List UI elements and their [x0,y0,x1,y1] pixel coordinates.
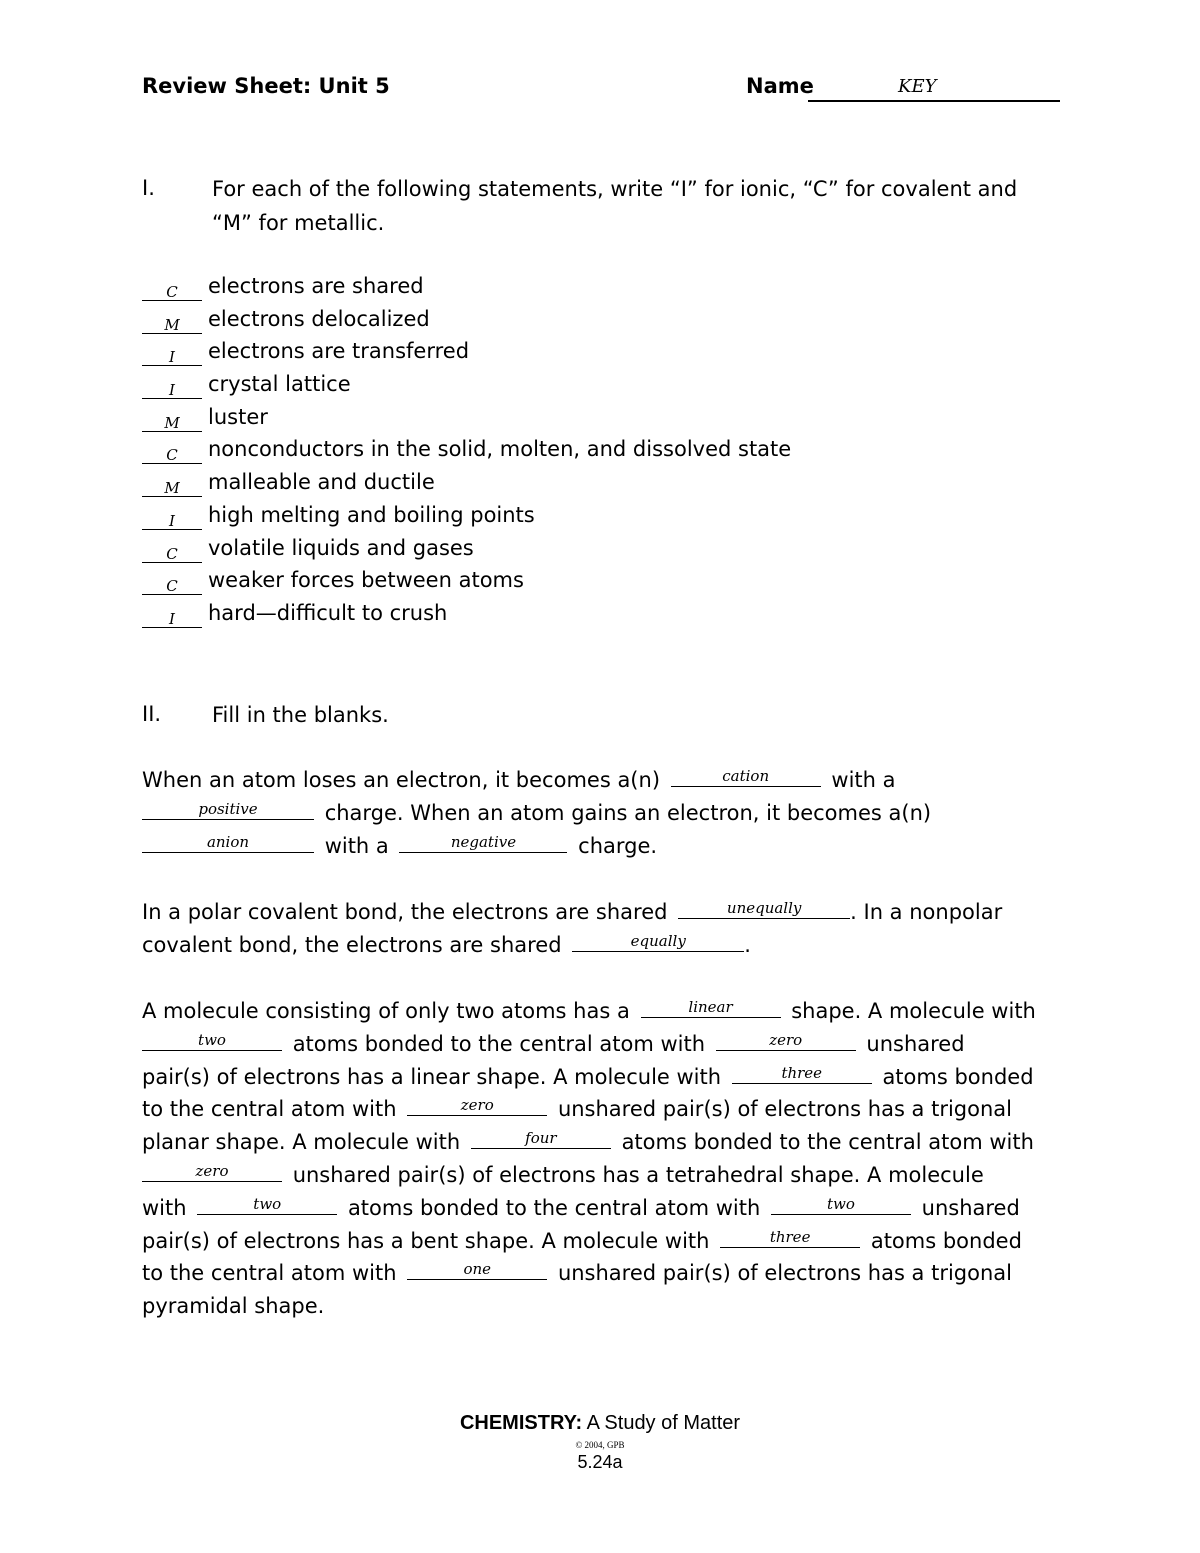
footer-title-bold: CHEMISTRY: [459,1412,583,1434]
statement-text: electrons are shared [208,274,424,298]
paragraph-molecular-shapes [142,995,1036,1323]
page-number: 5.24a [577,1452,623,1472]
text-segment: A molecule consisting of only two atoms has a [142,999,630,1023]
answer-text: two [827,1194,855,1213]
answer-text: anion [206,832,250,851]
text-segment: charge. When an atom gains an electron, it becomes a(n) [324,800,932,825]
name-field[interactable] [808,76,1060,102]
answer-text: M [164,413,180,432]
answer-blank[interactable] [142,341,202,366]
answer-text: zero [460,1096,494,1115]
answer-text: one [463,1260,492,1279]
answer-blank[interactable] [142,407,202,432]
text-segment: with a [324,833,389,858]
text-segment: . In a nonpolar [850,900,1003,924]
text-segment: atoms bonded [882,1064,1034,1089]
answer-text: two [198,1030,226,1049]
statement-text: malleable and ductile [208,470,435,495]
name-value: KEY [898,76,937,97]
text-segment: pyramidal shape. [142,1294,325,1319]
answer-blank[interactable] [142,538,202,563]
answer-blank[interactable] [771,1192,911,1215]
answer-blank[interactable] [142,374,202,399]
answer-text: C [166,446,178,465]
answer-blank[interactable] [142,309,202,334]
statement-text: hard—difficult to crush [208,600,448,625]
statement-text: volatile liquids and gases [208,535,474,560]
answer-blank[interactable] [720,1225,860,1248]
statement-text: nonconductors in the solid, molten, and dissolved state [208,437,792,462]
section2-number: II. [142,702,162,726]
text-segment: unshared [921,1195,1020,1220]
text-segment: unshared [866,1031,965,1056]
text-segment: unshared pair(s) of electrons has a tetrahedral shape. A molecule [292,1162,984,1187]
answer-blank[interactable] [142,830,314,853]
text-segment: atoms bonded [870,1228,1022,1253]
answer-text: two [253,1194,282,1213]
text-segment: atoms bonded to the central atom with [292,1031,706,1056]
answer-text: C [166,283,178,301]
text-segment: covalent bond, the electrons are shared [142,932,562,957]
text-segment: pair(s) of electrons has a bent shape. A molecule with [142,1228,710,1253]
text-segment: pair(s) of electrons has a linear shape. A molecule with [142,1064,722,1089]
answer-text: positive [198,799,258,818]
answer-blank[interactable] [142,276,202,301]
text-segment: unshared pair(s) of electrons has a trigonal [557,1261,1012,1286]
name-label: Name [746,74,814,98]
answer-text: cation [722,767,770,785]
section1-number: I. [142,176,155,200]
answer-text: C [166,577,178,596]
statement-text: high melting and boiling points [208,502,535,527]
answer-blank[interactable] [142,603,202,628]
text-segment: atoms bonded to the central atom with [621,1130,1034,1155]
answer-blank[interactable] [142,797,314,820]
statement-text: electrons delocalized [208,306,430,331]
answer-blank[interactable] [678,896,850,919]
text-segment: planar shape. A molecule with [142,1130,461,1155]
answer-blank[interactable] [399,830,567,853]
footer-title-rest: A Study of Matter [582,1412,741,1434]
paragraph-covalent [142,896,1002,962]
answer-blank[interactable] [142,505,202,530]
section1-instruction: For each of the following statements, write “I” for ionic, “C” for covalent and “M” for metallic. [212,177,1018,235]
answer-text: four [525,1129,557,1148]
answer-text: equally [630,931,686,950]
answer-blank[interactable] [641,995,781,1018]
text-segment: In a polar covalent bond, the electrons are shared [142,900,668,924]
text-segment: shape. A molecule with [791,999,1036,1023]
answer-blank[interactable] [407,1257,547,1280]
text-segment: When an atom loses an electron, it becomes a(n) [142,768,661,792]
text-segment: with [142,1195,187,1220]
answer-text: I [169,348,175,367]
text-segment: charge. [578,833,658,858]
footer-copyright: © 2004, GPB [575,1440,625,1450]
answer-blank[interactable] [407,1093,547,1116]
statement-text: luster [208,404,268,429]
answer-text: M [164,315,180,334]
statement-text: weaker forces between atoms [208,568,524,593]
answer-blank[interactable] [471,1126,611,1149]
answer-text: M [164,479,180,498]
answer-text: I [169,381,175,400]
answer-text: I [169,511,175,530]
answer-text: linear [688,998,733,1016]
footer-title [0,1412,1200,1435]
answer-text: negative [450,832,517,851]
answer-blank[interactable] [142,439,202,464]
answer-text: three [781,1063,823,1082]
answer-text: three [769,1227,811,1246]
answer-blank[interactable] [142,472,202,497]
answer-text: unequally [726,899,802,917]
answer-blank[interactable] [142,1028,282,1051]
answer-blank[interactable] [197,1192,337,1215]
answer-blank[interactable] [142,570,202,595]
answer-text: zero [769,1030,803,1049]
answer-blank[interactable] [572,929,744,952]
section2-instruction: Fill in the blanks. [212,703,389,727]
answer-blank[interactable] [716,1028,856,1051]
text-segment: to the central atom with [142,1097,397,1122]
answer-blank[interactable] [732,1061,872,1084]
answer-text: C [166,544,178,563]
answer-blank[interactable] [142,1159,282,1182]
statement-text: crystal lattice [208,372,351,397]
worksheet-title: Review Sheet: Unit 5 [142,74,390,98]
text-segment: to the central atom with [142,1261,397,1286]
paragraph-ions [142,764,931,862]
answer-text: zero [195,1161,229,1180]
text-segment: . [744,932,751,957]
statement-text: electrons are transferred [208,339,470,364]
answer-text: I [169,609,175,628]
text-segment: unshared pair(s) of electrons has a trigonal [557,1097,1012,1122]
answer-blank[interactable] [671,764,821,787]
text-segment: atoms bonded to the central atom with [347,1195,761,1220]
text-segment: with a [831,768,896,792]
